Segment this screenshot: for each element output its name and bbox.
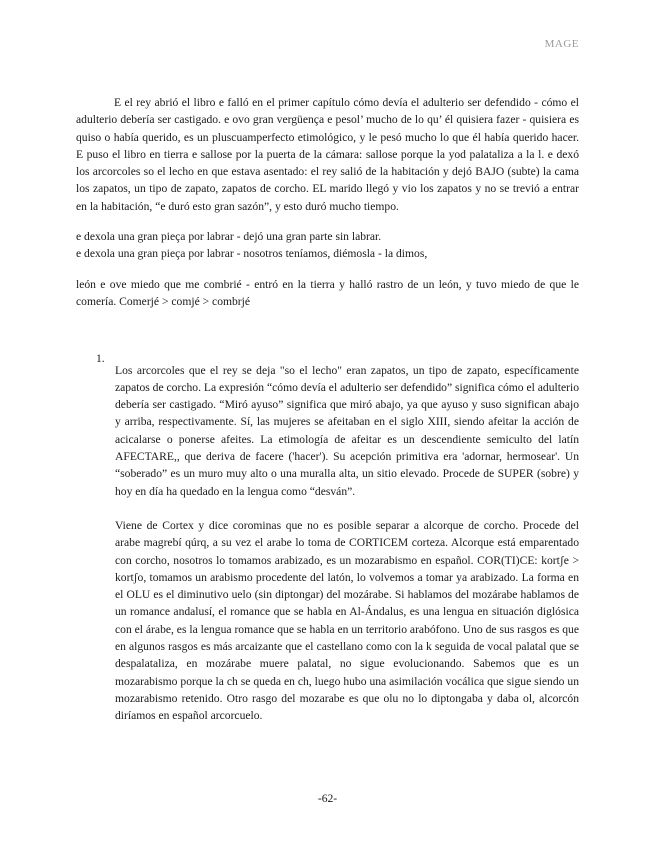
- list-number: 1.: [96, 352, 105, 365]
- list-item: Los arcorcoles que el rey se deja "so el lecho" eran zapatos, un tipo de zapato, específicamente zapatos de corcho. La expresión “cómo devía el adulterio ser defendido” significa cómo el adulterio debería ser castigado. “Miró ayuso” significa que miró abajo, ya que ayuso y suso significan abajo y arriba, respectivamente. Sí, las mujeres se afeitaban en el siglo XIII, siendo afeitar la acción de acicalarse o ponerse afeites. La etimología de afeitar es un descendiente semiculto del latín AFECTARE,, que deriva de facere ('hacer'). Su acepción primitiva era 'adornar, hermosear'. Un “soberado” es un muro muy alto o una muralla alta, un sitio elevado. Procede de SUPER (sobre) y hoy en día ha quedado en la lengua como “desván”.: [115, 363, 579, 498]
- page-number: -62-: [317, 792, 338, 805]
- running-header: MAGE: [544, 38, 579, 50]
- paragraph: león e ove miedo que me combrié - entró en la tierra y halló rastro de un león, y tuvo miedo de que le comería. Comerjé > comjé > combrjé: [76, 277, 579, 308]
- paragraph: e dexola una gran pieça por labrar - dejó una gran parte sin labrar.: [76, 230, 382, 244]
- spacer: [76, 263, 579, 276]
- paragraph: E el rey abrió el libro e falló en el primer capítulo cómo devía el adulterio ser defendido - cómo el adulterio debería ser castigado. e ovo gran vergüença e pesol’ mucho de lo qu’ él quisiera fazer - quisiera es quiso o había querido, es un pluscuamperfecto etimológico, y le pesó mucho lo que él había querido hacer. E puso el libro en tierra e sallose por la puerta de la cámara: sallose porque la yod palataliza a la l. e dexó los arcorcoles so el lecho en que estava asentado: el rey salió de la habitación y dejó BAJO (subte) la cama los zapatos, un tipo de zapato, zapatos de corcho. EL marido llegó y vio los zapatos y no se trevió a entrar en la habitación, “e duró esto gran sazón”, y esto duró mucho tiempo.: [76, 96, 579, 213]
- body-text: [76, 94, 579, 310]
- numbered-list: [96, 350, 579, 736]
- list-item-continuation: Viene de Cortex y dice corominas que no es posible separar a alcorque de corcho. Procede del arabe magrebí qúrq, a su vez el arabe lo toma de CORTICEM corteza. Alcorque está emparentado con corcho, nosotros lo tomamos arabizado, es un mozarabismo en español. COR(TI)CE: kortʃe > kortʃo, tomamos un arabismo procedente del latón, lo volvemos a tomar ya arabizado. La forma en el OLU es el diminutivo uelo (sin diptongar) del mozárabe. Si hablamos del mozárabe hablamos de un romance andalusí, el romance que se habla en Al-Ándalus, es una lengua en situación diglósica con el árabe, es la lengua romance que se habla en un territorio arabófono. Uno de sus rasgos es que en algunos rasgos es más arcaizante que el castellano como con la k seguida de vocal palatal que se despalataliza, en mozárabe muere palatal, no sigue evolucionando. Sabemos que es un mozarabismo porque la ch se queda en ch, luego hubo una asimilación vocálica que sigue siendo un mozarabismo retenido. Otro rasgo del mozarabe es que olu no lo diptongaba y daba ol, alcorcón diríamos en español arcorcuelo.: [115, 518, 579, 723]
- spacer: [76, 215, 579, 228]
- paragraph: e dexola una gran pieça por labrar - nosotros teníamos, diémosla - la dimos,: [76, 247, 428, 261]
